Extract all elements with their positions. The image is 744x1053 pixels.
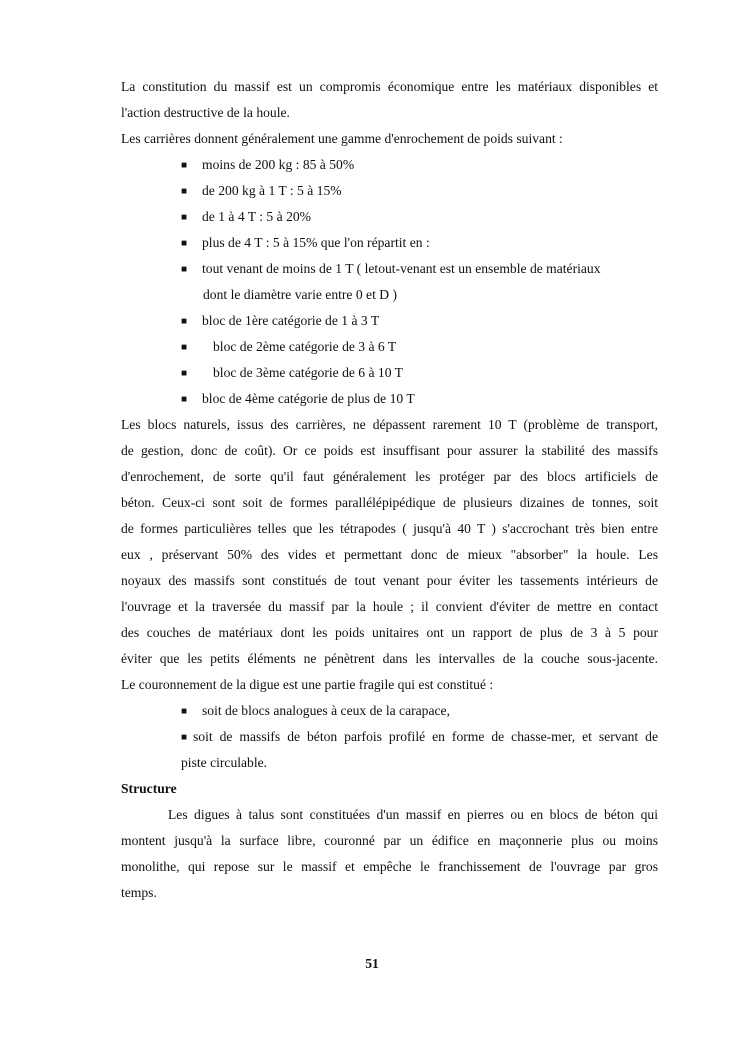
list-item bbox=[181, 360, 658, 386]
list-item-text: de 200 kg à 1 T : 5 à 15% bbox=[202, 183, 342, 198]
page-number: 51 bbox=[365, 956, 379, 971]
bullet-square-icon: ■ bbox=[181, 394, 188, 405]
list-item bbox=[181, 256, 658, 282]
list-item bbox=[181, 204, 658, 230]
text-line: Les carrières donnent généralement une gamme d'enrochement de poids suivant : bbox=[121, 131, 563, 146]
list-item bbox=[181, 334, 658, 360]
bullet-square-icon: ■ bbox=[181, 706, 188, 717]
bullet-square-icon: ■ bbox=[181, 368, 188, 379]
list-item-text: soit de blocs analogues à ceux de la carapace, bbox=[202, 703, 450, 718]
bullet-square-icon: ■ bbox=[181, 160, 188, 171]
text-line: noyaux des massifs sont constitués de tout venant pour éviter les tassements intérieurs de bbox=[121, 573, 658, 588]
bullet-square-icon: ■ bbox=[181, 212, 188, 223]
bullet-square-icon: ■ bbox=[181, 316, 188, 327]
list-item bbox=[181, 698, 658, 724]
list-item bbox=[181, 178, 658, 204]
text-line: La constitution du massif est un compromis économique entre les matériaux disponibles et bbox=[121, 79, 658, 94]
list-item-text: soit de massifs de béton parfois profilé en forme de chasse-mer, et servant de bbox=[193, 729, 658, 744]
text-line: Les blocs naturels, issus des carrières, ne dépassent rarement 10 T (problème de transport, bbox=[121, 417, 658, 432]
list-item bbox=[181, 230, 658, 256]
text-line: l'ouvrage et la traversée du massif par la houle ; il convient d'éviter de mettre en contact bbox=[121, 599, 658, 614]
text-line: des couches de matériaux dont les poids unitaires ont un rapport de plus de 3 à 5 pour bbox=[121, 625, 658, 640]
list-item-text: tout venant de moins de 1 T ( letout-venant est un ensemble de matériaux bbox=[202, 261, 601, 276]
text-line: l'action destructive de la houle. bbox=[121, 105, 290, 120]
text-line: eux , préservant 50% des vides et permettant donc de mieux "absorber" la houle. Les bbox=[121, 547, 658, 562]
list-item-text: bloc de 1ère catégorie de 1 à 3 T bbox=[202, 313, 380, 328]
bullet-square-icon: ■ bbox=[181, 238, 188, 249]
text-line: monolithe, qui repose sur le massif et empêche le franchissement de l'ouvrage par gros bbox=[121, 859, 658, 874]
list-item bbox=[181, 386, 658, 412]
section-heading: Structure bbox=[121, 781, 177, 796]
text-line: d'enrochement, de sorte qu'il faut généralement les protéger par des blocs artificiels de bbox=[121, 469, 658, 484]
list-item bbox=[181, 152, 658, 178]
list-item bbox=[181, 724, 658, 750]
list-item-text: plus de 4 T : 5 à 15% que l'on répartit en : bbox=[202, 235, 430, 250]
bullet-square-icon: ■ bbox=[181, 732, 188, 743]
list-item-text: bloc de 3ème catégorie de 6 à 10 T bbox=[213, 365, 403, 380]
list-item bbox=[181, 308, 658, 334]
text-line: temps. bbox=[121, 885, 157, 900]
text-line: Le couronnement de la digue est une partie fragile qui est constitué : bbox=[121, 677, 494, 692]
bullet-square-icon: ■ bbox=[181, 264, 188, 275]
list-item-continuation: dont le diamètre varie entre 0 et D ) bbox=[203, 287, 398, 302]
text-line: de gestion, donc de coût). Or ce poids est insuffisant pour assurer la stabilité des massifs bbox=[121, 443, 658, 458]
text-line: béton. Ceux-ci sont soit de formes parallélépipédique de plusieurs dizaines de tonnes, soit bbox=[121, 495, 658, 510]
list-item-text: bloc de 4ème catégorie de plus de 10 T bbox=[202, 391, 415, 406]
list-item-text: bloc de 2ème catégorie de 3 à 6 T bbox=[213, 339, 397, 354]
list-item-text: de 1 à 4 T : 5 à 20% bbox=[202, 209, 311, 224]
text-line: Les digues à talus sont constituées d'un massif en pierres ou en blocs de béton qui bbox=[168, 807, 658, 822]
bullet-square-icon: ■ bbox=[181, 186, 188, 197]
text-line: éviter que les petits éléments ne pénètrent dans les intervalles de la couche sous-jacente. bbox=[121, 651, 658, 666]
bullet-square-icon: ■ bbox=[181, 342, 188, 353]
text-line: de formes particulières telles que les tétrapodes ( jusqu'à 40 T ) s'accrochant très bien entre bbox=[121, 521, 658, 536]
list-item-text: moins de 200 kg : 85 à 50% bbox=[202, 157, 355, 172]
text-line: montent jusqu'à la surface libre, couronné par un édifice en maçonnerie plus ou moins bbox=[121, 833, 658, 848]
list-item-continuation: piste circulable. bbox=[181, 755, 268, 770]
